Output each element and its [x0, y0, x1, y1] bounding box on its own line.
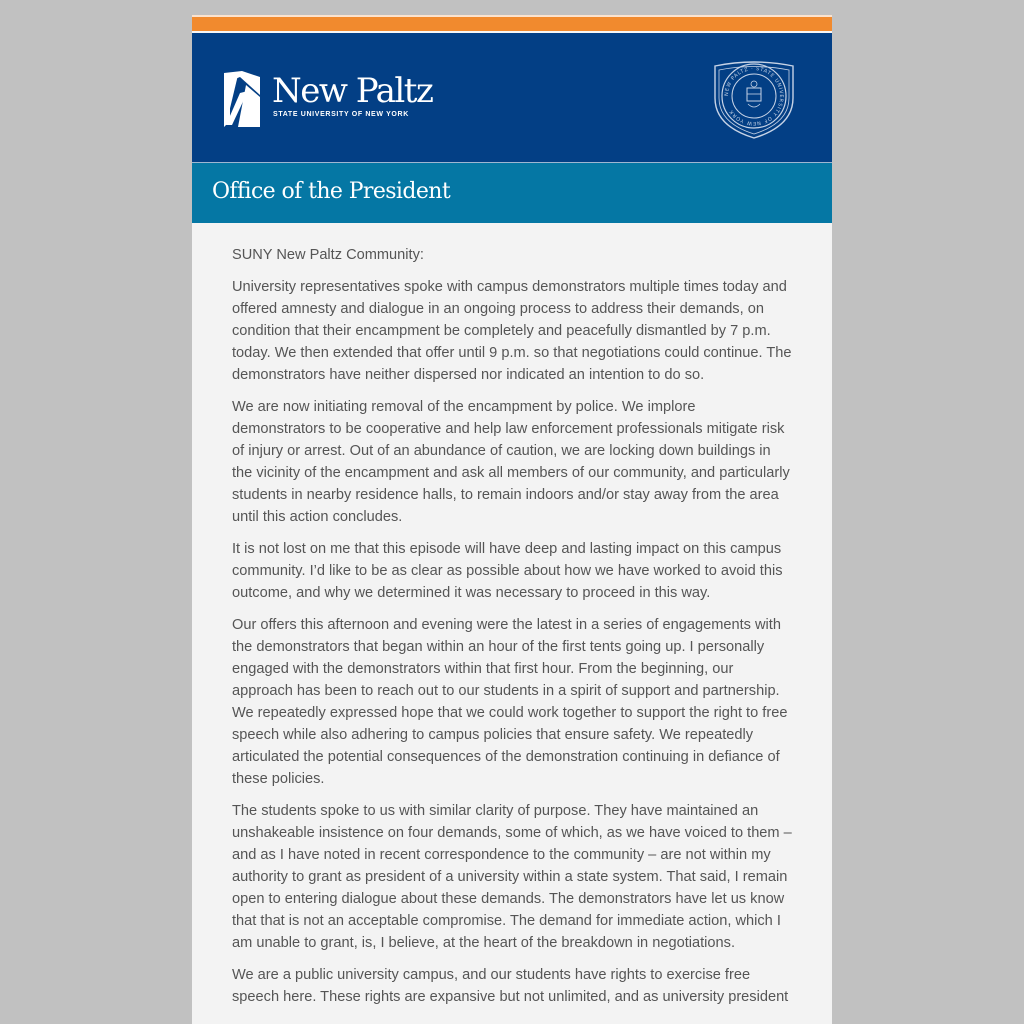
new-paltz-logo-mark-icon [224, 71, 260, 127]
logo-wordmark: New Paltz [272, 71, 433, 111]
paragraph: It is not lost on me that this episode will have deep and lasting impact on this campus community. I’d like to be as clear as possible about how we have worked to avoid this outcome, and why we determined it was necessary to proceed in this way. [232, 541, 783, 601]
paragraph: The students spoke to us with similar clarity of purpose. They have maintained an unshakeable insistence on four demands, some of which, as we have voiced to them – and as I have noted in recent correspondence to the community – are not within my authority to grant as president of a university within a state system. That said, I remain open to entering dialogue about these demands. The demonstrators have let us know that that is not an acceptable compromise. The demand for immediate action, which I am unable to grant, is, I believe, at the heart of the breakdown in negotiations. [232, 803, 792, 951]
email-container [192, 15, 832, 1024]
message-body [192, 223, 832, 1008]
office-bar [192, 163, 832, 223]
header-banner [192, 33, 832, 162]
orange-accent-bar [192, 17, 832, 31]
paragraph: We are a public university campus, and our students have rights to exercise free speech here. These rights are expansive but not unlimited, and as university president [232, 967, 789, 1005]
svg-text:NEW PALTZ · STATE UNIVERSITY O [724, 66, 784, 126]
office-title: Office of the President [212, 179, 451, 204]
paragraph: Our offers this afternoon and evening were the latest in a series of engagements with the demonstrators that began within an hour of the first tents going up. I personally engaged with the demonstrators within that first hour. From the beginning, our approach has been to reach out to our students in a spirit of support and partnership. We repeatedly expressed hope that we could work together to support the right to free speech while also adhering to campus policies that ensure safety. We repeatedly articulated the potential consequences of the demonstration continuing in defiance of these policies. [232, 617, 788, 787]
seal-text: NEW PALTZ · STATE UNIVERSITY OF NEW YORK [723, 65, 785, 127]
paragraph: University representatives spoke with campus demonstrators multiple times today and offered amnesty and dialogue in an ongoing process to address their demands, on condition that their encampment be completely and peacefully dismantled by 7 p.m. today. We then extended that offer until 9 p.m. so that negotiations could continue. The demonstrators have neither dispersed nor indicated an intention to do so. [232, 279, 792, 383]
logo-subtitle: STATE UNIVERSITY OF NEW YORK [273, 111, 409, 118]
new-paltz-logo[interactable] [224, 71, 433, 127]
paragraph: We are now initiating removal of the encampment by police. We implore demonstrators to be cooperative and help law enforcement professionals mitigate risk of injury or arrest. Out of an abundance of caution, we are locking down buildings in the vicinity of the encampment and ask all members of our community, and particularly students in nearby residence halls, to remain indoors and/or stay away from the area until this action concludes. [232, 399, 790, 525]
greeting: SUNY New Paltz Community: [232, 247, 424, 263]
university-seal-icon [711, 54, 797, 140]
